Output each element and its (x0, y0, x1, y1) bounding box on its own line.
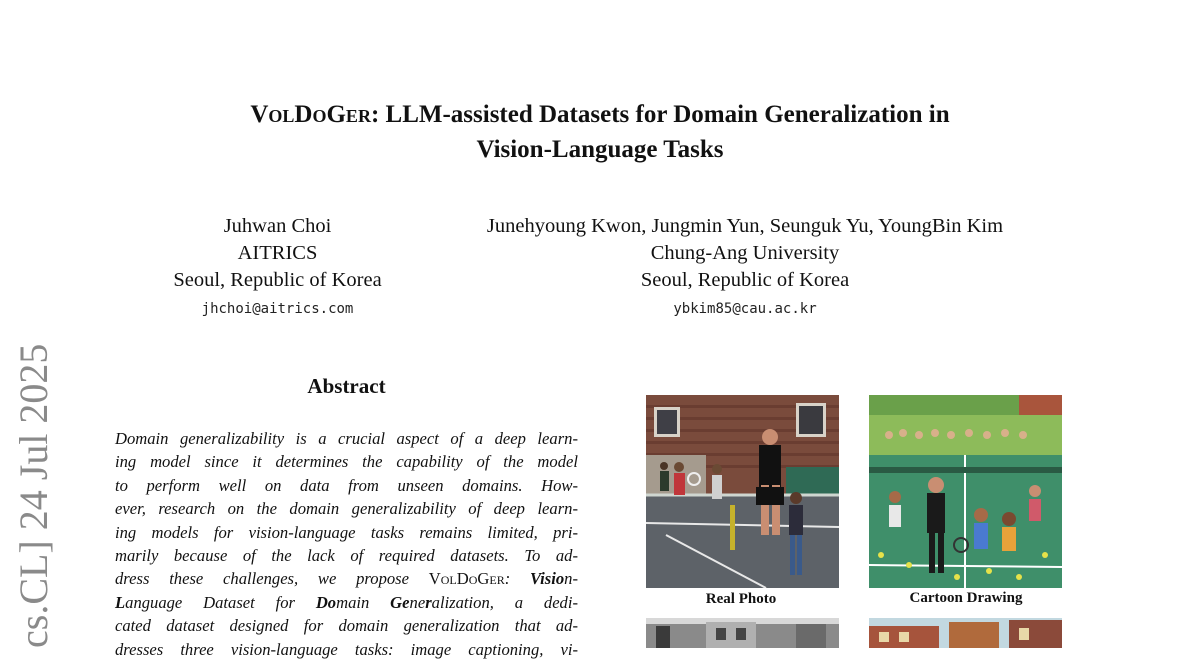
abstract-line: ever, research on the domain generalizability of deep learn- (115, 499, 578, 519)
abstract-fragment: : (504, 569, 531, 589)
abstract-fragment: ne (409, 592, 426, 612)
abstract-line: ing model since it determines the capability of the model (115, 452, 578, 472)
author-affiliation: Chung-Ang University (650, 242, 840, 264)
author-location: Seoul, Republic of Korea (173, 269, 382, 291)
cartoon-drawing-illustration (869, 395, 1062, 588)
lower-right-illustration (869, 618, 1062, 648)
title-rest: : LLM-assisted Datasets for Domain Generalization in (370, 101, 950, 128)
real-photo-illustration (646, 395, 839, 588)
lower-left-illustration (646, 618, 839, 648)
abstract-line: ing models for vision-language tasks remains limited, pri- (115, 522, 578, 542)
abstract-fragment: dress these challenges, we propose (115, 569, 429, 589)
figure-caption-cartoon-drawing: Cartoon Drawing (909, 590, 1023, 606)
author-email: ybkim85@cau.ac.kr (673, 301, 817, 317)
abstract-fragment: main (336, 592, 391, 612)
author-block-left (150, 213, 405, 324)
abstract-line: marily because of the lack of required datasets. To ad- (115, 546, 578, 566)
abstract-line (115, 567, 578, 590)
abstract-fragment: alization, a dedi- (431, 592, 578, 612)
author-location: Seoul, Republic of Korea (640, 269, 850, 291)
abstract-acronym-letters: Visio (530, 569, 565, 589)
author-affiliation: AITRICS (237, 242, 318, 264)
abstract-fragment: n- (564, 569, 578, 589)
arxiv-side-stamp: cs.CL] 24 Jul 2025 (11, 343, 56, 648)
abstract-acronym-letters: L (115, 592, 126, 612)
abstract-line: Domain generalizability is a crucial aspect of a deep learn- (115, 429, 578, 448)
figure-real-photo (646, 395, 839, 588)
figure-panel-lower-left (646, 618, 839, 648)
abstract-line: cated dataset designed for domain generalization that ad- (115, 616, 578, 636)
title-system-name: VolDoGer (250, 101, 371, 128)
paper-title (150, 97, 1050, 167)
abstract-heading: Abstract (307, 374, 386, 398)
figure-caption-real-photo: Real Photo (705, 591, 777, 607)
author-email: jhchoi@aitrics.com (201, 301, 354, 317)
paper-title-line2: Vision-Language Tasks (476, 136, 724, 163)
abstract-fragment: anguage Dataset for (125, 592, 316, 612)
abstract-acronym-letters: Ge (390, 592, 410, 612)
author-names: Junehyoung Kwon, Jungmin Yun, Seunguk Yu, YoungBin Kim (486, 215, 1004, 237)
figure-cartoon-drawing (869, 395, 1062, 588)
figure-panel-lower-right (869, 618, 1062, 648)
abstract-body (115, 427, 578, 661)
abstract-line: to perform well on data from unseen domains. How- (115, 475, 578, 495)
author-block-right (440, 213, 1050, 324)
abstract-system-name: VolDoGer (428, 569, 505, 589)
abstract-line (115, 591, 578, 614)
author-name: Juhwan Choi (223, 215, 332, 237)
paper-title-line1 (150, 97, 1050, 132)
abstract-acronym-letters: r (425, 592, 432, 612)
abstract-line: dresses three vision-language tasks: image captioning, vi- (115, 639, 578, 659)
abstract-acronym-letters: Do (315, 592, 337, 612)
